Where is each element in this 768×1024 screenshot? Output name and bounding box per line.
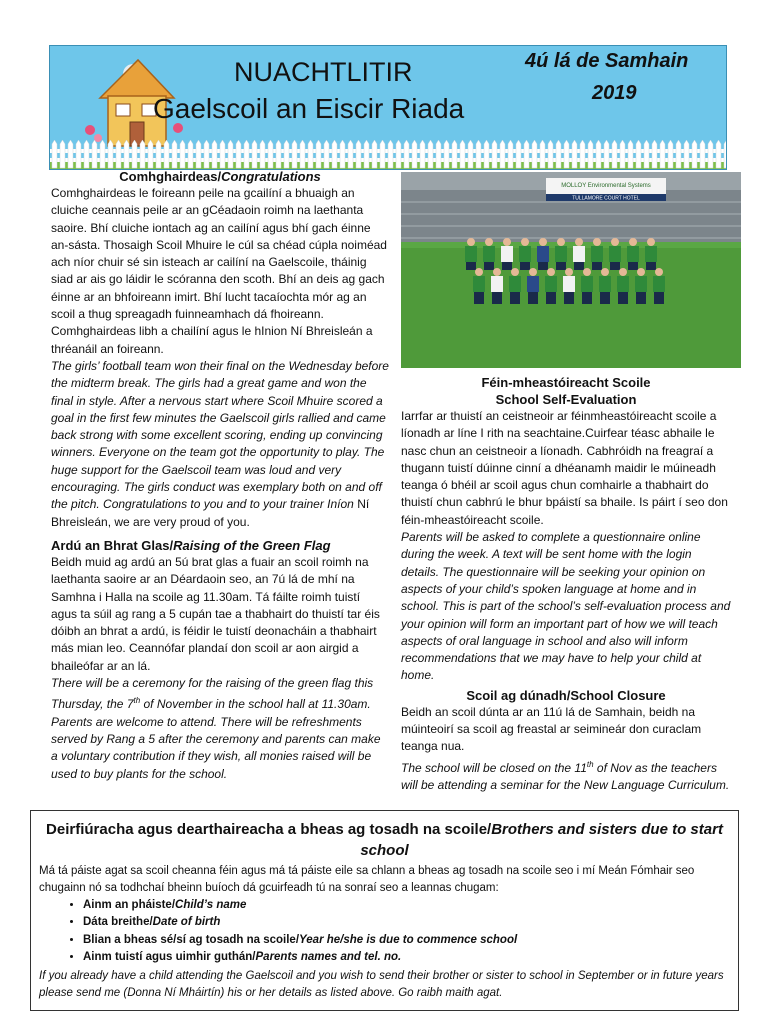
photo-banner: MOLLOY Environmental Systems: [561, 183, 651, 189]
list-item: • Ainm tuistí agus uimhir guthán/Parents names and tel. no.: [83, 949, 732, 966]
selfeval-heading-en: School Self-Evaluation: [495, 392, 637, 407]
right-column: [401, 374, 731, 794]
left-column: [51, 168, 389, 783]
selfeval-heading-ga: Féin-mheastóireacht Scoile: [481, 375, 651, 390]
newsletter-title: NUACHTLITIR: [234, 57, 413, 87]
picket-fence: [50, 140, 727, 170]
selfeval-english: Parents will be asked to complete a questionnaire online during the week. A text will be sent home with the login details. The questionnaire will be seeking your opinion on aspects of your child’s spoken language at home and in school. This is part of the school’s self-evaluation process and your opinion will form an important part of how we will teach aspects of oral language in school and also will inform recommendations that we may have to help your child at home.: [401, 530, 731, 683]
congrats-heading: Comhghairdeas/Congratulations: [119, 169, 321, 184]
congrats-english: The girls’ football team won their final on the Wednesday before the midterm break. The girls had a great game and won the final in style. After a nervous start where Scoil Mhuire scored a goal in the first few minutes the Gaelscoil girls rallied and came back strong with some excellent scoring, ending up convincing winners. Everyone on the team got the opportunity to play. The huge support for the Gaelscoil team was loud and very encouraging. The girls conduct was exemplary both on and off the pitch. Congratulations to you and to your trainer Iníon Ní Bhreisleán, we are very proud of you.: [51, 358, 389, 529]
flag-irish: Beidh muid ag ardú an 5ú brat glas a fuair an scoil roimh na laethanta saoire ar an Déardaoin seo, an 7ú lá de mhí na Samhna i Halla na scoile ag 11.30am. Tá fáilte roimh tuistí agus ta súil ag rang a 5 cupán tae a thabhairt do thuistí tar éis dóibh an bhrat a ardú, is féidir le tuistí deonacháin a thabhairt más mian leo. Ceannófar plandaí don scoil ar aon airgid a bhaileófar ar an lá.: [51, 554, 380, 673]
siblings-heading: Deirfiúracha agus dearthaireacha a bheas ag tosadh na scoile/Brothers and sisters due to start school: [46, 821, 723, 859]
issue-date: 4ú lá de Samhain: [525, 50, 689, 72]
closure-irish: Beidh an scoil dúnta ar an 11ú lá de Samhain, beidh na múinteoirí sa scoil ag freastal ar seimineár don curaclam teanga nua.: [401, 704, 702, 754]
list-item: • Ainm an pháiste/Child’s name: [83, 897, 732, 914]
flag-heading: Ardú an Bhrat Glas/Raising of the Green Flag: [51, 537, 331, 553]
list-item: • Blian a bheas sé/sí ag tosadh na scoile/Year he/she is due to commence school: [83, 932, 732, 949]
siblings-closing: If you already have a child attending the Gaelscoil and you wish to send their brother or sister to school in September or in future years please send me (Donna Ní Mháirtín) his or her details as listed above. Go raibh maith agat.: [39, 969, 724, 999]
photo-banner-sub: TULLAMORE COURT HOTEL: [572, 195, 640, 202]
school-name: Gaelscoil an Eiscir Riada: [153, 93, 465, 124]
siblings-list: [39, 897, 732, 967]
closure-english: The school will be closed on the 11th of Nov as the teachers will be attending a seminar for the New Language Curriculum.: [401, 759, 730, 792]
siblings-body: [39, 863, 732, 1002]
selfeval-irish: Iarrfar ar thuistí an ceistneoir ar féinmheastóireacht scoile a líonadh ar líne I rith na seachtaine.Cuirfear téasc abhaile le nasc chun an ceistneoir a líonadh. Cabhróidh na freagraí a thugann tuistí dúinne cinní a dhéanamh maidir le múineadh teanga ó bhéil ar scoil agus chun comhairle a thabhairt do thuistí chun cabhrú le bhur bpáistí sa bhaile. Is páirt í seo don féin-mheastóireacht scoile.: [401, 409, 728, 527]
siblings-intro: Má tá páiste agat sa scoil cheanna féin agus má tá páiste eile sa chlann a bheas ag tosadh na scoile seo i mí Meán Fómhair seo chugainn nó sa todhchaí bheinn buíoch dá gcuirfeadh tú na sonraí seo a leannas chugam:: [39, 865, 695, 894]
flag-english: There will be a ceremony for the raising of the green flag this Thursday, the 7th of November in the school hall at 11.30am. Parents are welcome to attend. There will be refreshments served by Rang a 5 after the ceremony and parents can make a voluntary contribution if they wish, all monies raised will be used to buy plants for the school.: [51, 676, 381, 781]
closure-heading: Scoil ag dúnadh/School Closure: [466, 687, 666, 703]
siblings-box: [30, 810, 739, 1011]
team-photo-image: [401, 172, 741, 368]
team-photo: [401, 172, 741, 368]
newsletter-header: [49, 45, 727, 170]
issue-year: 2019: [592, 82, 637, 104]
list-item: • Dáta breithe/Date of birth: [83, 914, 732, 931]
congrats-irish: Comhghairdeas le foireann peile na gcailíní a bhuaigh an cluiche ceannais peile ar an gCéadaoin roimh na laethanta saoire. Bhí cluiche iontach ag an cailíní agus bhí gach éinne an-sásta. Thosaigh Scoil Mhuire le cúl sa chéad cúpla noiméad ach níor chuir sé sin isteach ar cailíní na Gaelscoile, tháinig siad ar ais go láidir le scóranna den scoth. Bhí an deis ag gach éinne ar an bhfoireann imirt. Bhí lucht tacaíochta mór ag an scoil a thug spreagadh fuinneamhach dá fhoireann. Comhghairdeas libh a chailíní agus le hInion Ní Bhreisleán a thréanáil an foireann.: [51, 186, 387, 356]
